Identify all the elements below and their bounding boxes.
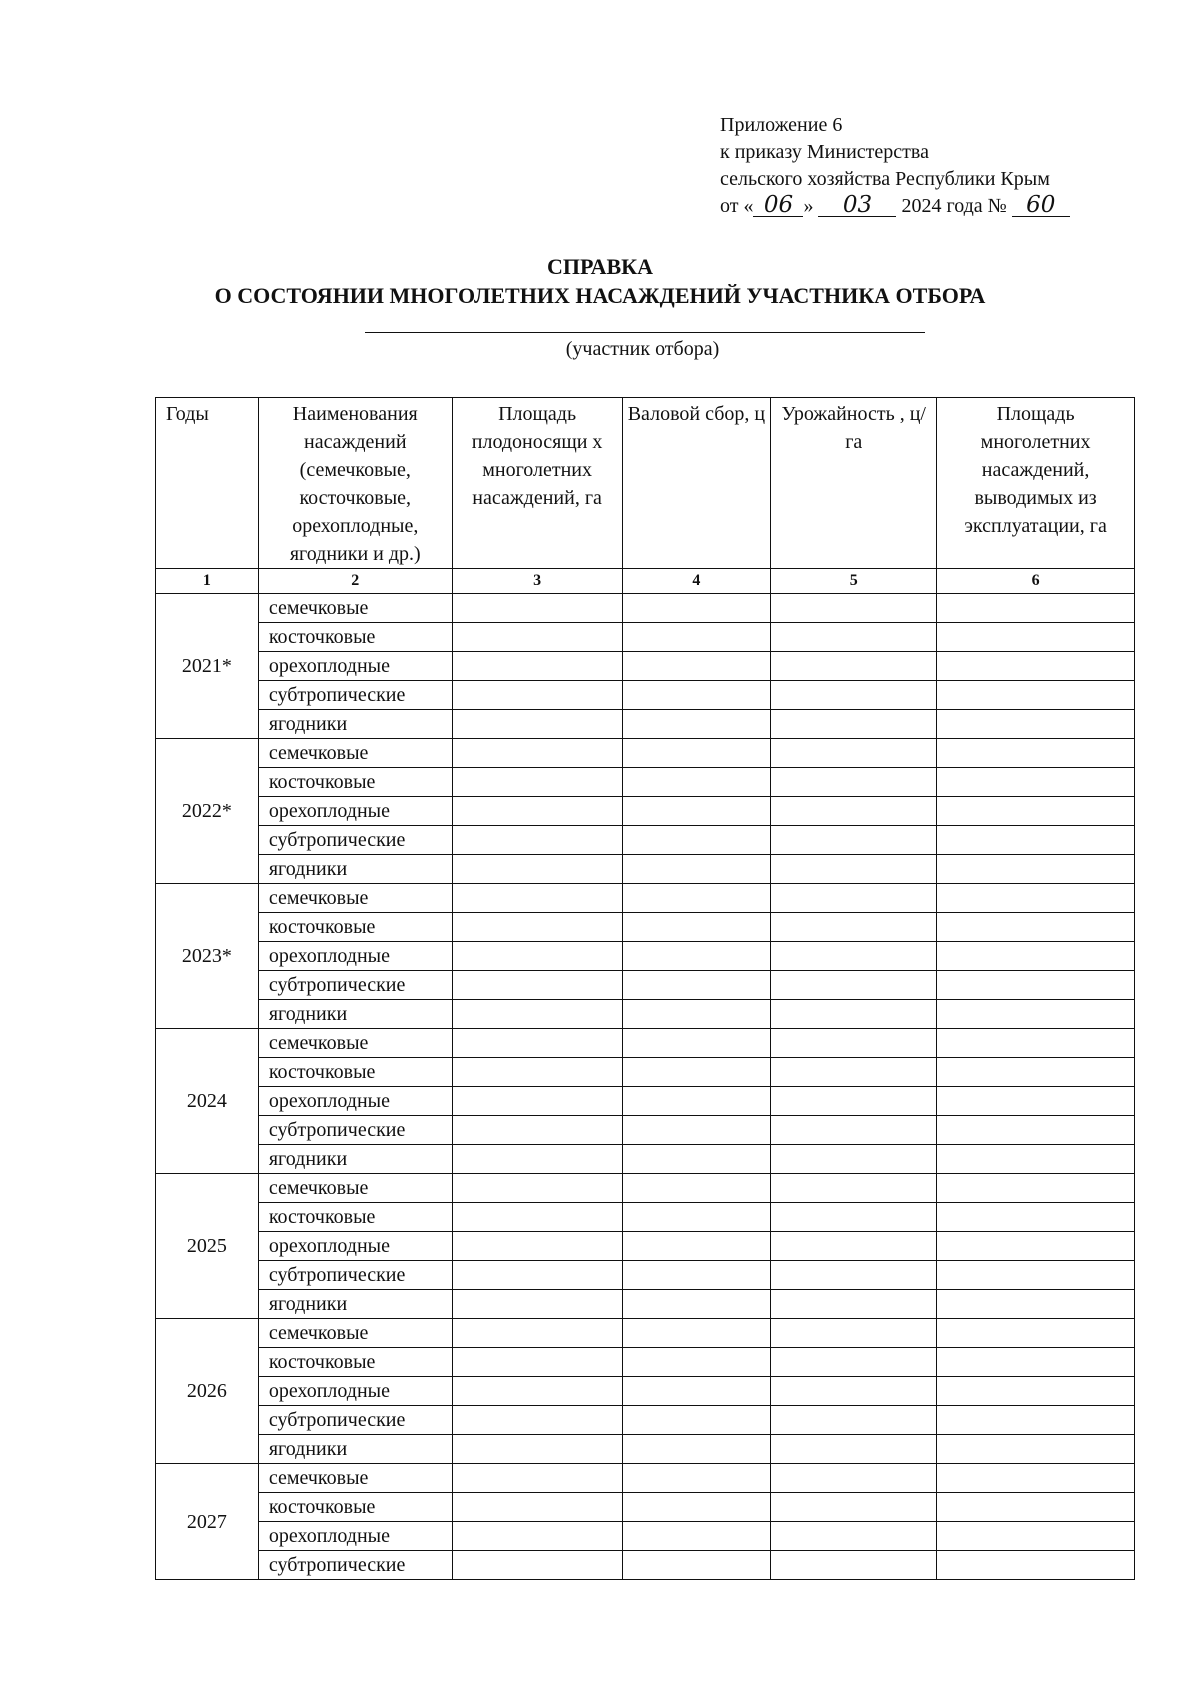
empty-value-cell[interactable]: [937, 913, 1135, 942]
empty-value-cell[interactable]: [937, 884, 1135, 913]
empty-value-cell[interactable]: [771, 1058, 937, 1087]
header-planting-names: Наименования насаждений (семечковые, косточковые, орехоплодные, ягодники и др.): [258, 398, 452, 569]
empty-value-cell[interactable]: [771, 623, 937, 652]
table-row: [156, 1203, 1135, 1232]
header-gross-yield: Валовой сбор, ц: [622, 398, 771, 569]
empty-value-cell[interactable]: [622, 1087, 771, 1116]
crop-cell: субтропические: [258, 1261, 452, 1290]
column-number: 4: [622, 569, 771, 594]
crop-cell: субтропические: [258, 971, 452, 1000]
empty-value-cell[interactable]: [452, 594, 622, 623]
empty-value-cell[interactable]: [452, 739, 622, 768]
year-cell: 2024: [156, 1029, 259, 1174]
empty-value-cell[interactable]: [771, 1174, 937, 1203]
table-row: [156, 1406, 1135, 1435]
empty-value-cell[interactable]: [937, 652, 1135, 681]
empty-value-cell[interactable]: [622, 1377, 771, 1406]
year-cell: 2027: [156, 1464, 259, 1580]
crop-cell: орехоплодные: [258, 942, 452, 971]
empty-value-cell[interactable]: [452, 1261, 622, 1290]
empty-value-cell[interactable]: [937, 1522, 1135, 1551]
empty-value-cell[interactable]: [937, 1232, 1135, 1261]
appendix-header: [720, 112, 1070, 220]
empty-value-cell[interactable]: [452, 1203, 622, 1232]
empty-value-cell[interactable]: [622, 768, 771, 797]
table-row: [156, 1116, 1135, 1145]
table-row: [156, 1261, 1135, 1290]
empty-value-cell[interactable]: [771, 1145, 937, 1174]
empty-value-cell[interactable]: [622, 826, 771, 855]
table-row: [156, 1087, 1135, 1116]
table-row: [156, 971, 1135, 1000]
participant-caption: (участник отбора): [565, 338, 720, 360]
empty-value-cell[interactable]: [937, 1290, 1135, 1319]
crop-cell: семечковые: [258, 1029, 452, 1058]
year-cell: 2021*: [156, 594, 259, 739]
empty-value-cell[interactable]: [622, 1116, 771, 1145]
crop-cell: субтропические: [258, 826, 452, 855]
crop-cell: орехоплодные: [258, 1377, 452, 1406]
year-cell: 2026: [156, 1319, 259, 1464]
table-row: [156, 1319, 1135, 1348]
empty-value-cell[interactable]: [622, 1174, 771, 1203]
empty-value-cell[interactable]: [452, 942, 622, 971]
date-prefix: от «: [720, 195, 754, 217]
empty-value-cell[interactable]: [452, 1029, 622, 1058]
table-row: [156, 1522, 1135, 1551]
empty-value-cell[interactable]: [622, 1232, 771, 1261]
crop-cell: орехоплодные: [258, 1087, 452, 1116]
year-cell: 2022*: [156, 739, 259, 884]
empty-value-cell[interactable]: [622, 1319, 771, 1348]
empty-value-cell[interactable]: [771, 884, 937, 913]
table-row: [156, 1145, 1135, 1174]
crop-cell: семечковые: [258, 884, 452, 913]
empty-value-cell[interactable]: [771, 1406, 937, 1435]
empty-value-cell[interactable]: [771, 855, 937, 884]
table-row: [156, 1435, 1135, 1464]
table-row: [156, 739, 1135, 768]
empty-value-cell[interactable]: [937, 710, 1135, 739]
header-fruiting-area: Площадь плодоносящи х многолетних насаждений, га: [452, 398, 622, 569]
crop-cell: орехоплодные: [258, 1232, 452, 1261]
empty-value-cell[interactable]: [937, 797, 1135, 826]
empty-value-cell[interactable]: [452, 913, 622, 942]
empty-value-cell[interactable]: [452, 652, 622, 681]
crop-cell: семечковые: [258, 1174, 452, 1203]
table-row: [156, 1029, 1135, 1058]
empty-value-cell[interactable]: [452, 1319, 622, 1348]
crop-cell: косточковые: [258, 1203, 452, 1232]
empty-value-cell[interactable]: [937, 971, 1135, 1000]
table-row: [156, 623, 1135, 652]
table-row: [156, 1174, 1135, 1203]
empty-value-cell[interactable]: [622, 971, 771, 1000]
table-row: [156, 652, 1135, 681]
empty-value-cell[interactable]: [771, 1261, 937, 1290]
empty-value-cell[interactable]: [452, 710, 622, 739]
crop-cell: субтропические: [258, 1406, 452, 1435]
empty-value-cell[interactable]: [452, 623, 622, 652]
empty-value-cell[interactable]: [452, 1348, 622, 1377]
empty-value-cell[interactable]: [622, 681, 771, 710]
empty-value-cell[interactable]: [937, 1319, 1135, 1348]
table-row: [156, 1290, 1135, 1319]
empty-value-cell[interactable]: [771, 768, 937, 797]
empty-value-cell[interactable]: [452, 681, 622, 710]
table-row: [156, 1232, 1135, 1261]
empty-value-cell[interactable]: [622, 1551, 771, 1580]
table-body: [156, 594, 1135, 1580]
crop-cell: орехоплодные: [258, 1522, 452, 1551]
empty-value-cell[interactable]: [771, 1116, 937, 1145]
empty-value-cell[interactable]: [452, 1058, 622, 1087]
empty-value-cell[interactable]: [622, 1522, 771, 1551]
empty-value-cell[interactable]: [452, 1435, 622, 1464]
empty-value-cell[interactable]: [937, 1203, 1135, 1232]
appendix-line: к приказу Министерства: [720, 141, 929, 163]
empty-value-cell[interactable]: [937, 739, 1135, 768]
appendix-date-line: [720, 193, 1070, 220]
empty-value-cell[interactable]: [771, 1551, 937, 1580]
empty-value-cell[interactable]: [937, 826, 1135, 855]
empty-value-cell[interactable]: [937, 855, 1135, 884]
empty-value-cell[interactable]: [937, 1348, 1135, 1377]
empty-value-cell[interactable]: [937, 1174, 1135, 1203]
empty-value-cell[interactable]: [771, 594, 937, 623]
header-years: Годы: [156, 398, 259, 569]
empty-value-cell[interactable]: [622, 1029, 771, 1058]
crop-cell: косточковые: [258, 913, 452, 942]
empty-value-cell[interactable]: [771, 1435, 937, 1464]
crop-cell: семечковые: [258, 739, 452, 768]
plantings-table: [155, 397, 1135, 1580]
empty-value-cell[interactable]: [771, 971, 937, 1000]
crop-cell: косточковые: [258, 1348, 452, 1377]
appendix-line: сельского хозяйства Республики Крым: [720, 168, 1050, 190]
column-number: 1: [156, 569, 259, 594]
crop-cell: косточковые: [258, 623, 452, 652]
table-row: [156, 768, 1135, 797]
empty-value-cell[interactable]: [622, 710, 771, 739]
table-row: [156, 942, 1135, 971]
empty-value-cell[interactable]: [452, 797, 622, 826]
crop-cell: ягодники: [258, 1145, 452, 1174]
handwritten-day: 06: [753, 194, 803, 217]
appendix-line: Приложение 6: [720, 114, 843, 136]
empty-value-cell[interactable]: [937, 942, 1135, 971]
empty-value-cell[interactable]: [937, 1000, 1135, 1029]
empty-value-cell[interactable]: [771, 1319, 937, 1348]
table-row: [156, 1377, 1135, 1406]
table-row: [156, 1000, 1135, 1029]
empty-value-cell[interactable]: [937, 623, 1135, 652]
empty-value-cell[interactable]: [452, 1377, 622, 1406]
table-row: [156, 1551, 1135, 1580]
crop-cell: субтропические: [258, 681, 452, 710]
handwritten-order-number: 60: [1012, 194, 1070, 217]
table-row: [156, 826, 1135, 855]
empty-value-cell[interactable]: [452, 855, 622, 884]
empty-value-cell[interactable]: [622, 855, 771, 884]
empty-value-cell[interactable]: [937, 1435, 1135, 1464]
empty-value-cell[interactable]: [622, 1464, 771, 1493]
empty-value-cell[interactable]: [622, 1203, 771, 1232]
empty-value-cell[interactable]: [937, 1551, 1135, 1580]
empty-value-cell[interactable]: [452, 884, 622, 913]
empty-value-cell[interactable]: [622, 884, 771, 913]
empty-value-cell[interactable]: [937, 1116, 1135, 1145]
table-row: [156, 1348, 1135, 1377]
empty-value-cell[interactable]: [771, 942, 937, 971]
empty-value-cell[interactable]: [452, 1464, 622, 1493]
empty-value-cell[interactable]: [452, 1493, 622, 1522]
header-decommissioned-area: Площадь многолетних насаждений, выводимых из эксплуатации, га: [937, 398, 1135, 569]
empty-value-cell[interactable]: [771, 1029, 937, 1058]
empty-value-cell[interactable]: [937, 1058, 1135, 1087]
empty-value-cell[interactable]: [771, 1377, 937, 1406]
empty-value-cell[interactable]: [937, 594, 1135, 623]
empty-value-cell[interactable]: [937, 1406, 1135, 1435]
header-productivity: Урожайность , ц/га: [771, 398, 937, 569]
empty-value-cell[interactable]: [771, 1290, 937, 1319]
empty-value-cell[interactable]: [622, 1145, 771, 1174]
crop-cell: семечковые: [258, 1464, 452, 1493]
empty-value-cell[interactable]: [771, 1000, 937, 1029]
empty-value-cell[interactable]: [771, 913, 937, 942]
crop-cell: косточковые: [258, 1493, 452, 1522]
table-row: [156, 681, 1135, 710]
empty-value-cell[interactable]: [771, 681, 937, 710]
empty-value-cell[interactable]: [937, 1145, 1135, 1174]
empty-value-cell[interactable]: [452, 1290, 622, 1319]
empty-value-cell[interactable]: [452, 1551, 622, 1580]
document-subtitle: О СОСТОЯНИИ МНОГОЛЕТНИХ НАСАЖДЕНИЙ УЧАСТНИКА ОТБОРА: [214, 283, 986, 308]
empty-value-cell[interactable]: [771, 652, 937, 681]
crop-cell: субтропические: [258, 1551, 452, 1580]
crop-cell: орехоплодные: [258, 652, 452, 681]
empty-value-cell[interactable]: [452, 1174, 622, 1203]
table-row: [156, 1464, 1135, 1493]
crop-cell: субтропические: [258, 1116, 452, 1145]
column-number: 2: [258, 569, 452, 594]
empty-value-cell[interactable]: [937, 681, 1135, 710]
crop-cell: косточковые: [258, 768, 452, 797]
crop-cell: косточковые: [258, 1058, 452, 1087]
empty-value-cell[interactable]: [937, 1087, 1135, 1116]
table-row: [156, 710, 1135, 739]
table-row: [156, 1058, 1135, 1087]
empty-value-cell[interactable]: [452, 1522, 622, 1551]
crop-cell: ягодники: [258, 1000, 452, 1029]
empty-value-cell[interactable]: [771, 1464, 937, 1493]
empty-value-cell[interactable]: [937, 1464, 1135, 1493]
handwritten-month: 03: [818, 194, 896, 217]
table-row: [156, 855, 1135, 884]
empty-value-cell[interactable]: [771, 1087, 937, 1116]
empty-value-cell[interactable]: [771, 710, 937, 739]
empty-value-cell[interactable]: [771, 1348, 937, 1377]
empty-value-cell[interactable]: [452, 1116, 622, 1145]
empty-value-cell[interactable]: [452, 768, 622, 797]
document-title: СПРАВКА: [546, 254, 654, 279]
empty-value-cell[interactable]: [622, 913, 771, 942]
empty-value-cell[interactable]: [622, 1290, 771, 1319]
empty-value-cell[interactable]: [937, 1261, 1135, 1290]
column-number: 3: [452, 569, 622, 594]
empty-value-cell[interactable]: [452, 1000, 622, 1029]
empty-value-cell[interactable]: [452, 1087, 622, 1116]
participant-underline: [365, 332, 925, 333]
empty-value-cell[interactable]: [452, 971, 622, 1000]
empty-value-cell[interactable]: [622, 797, 771, 826]
crop-cell: ягодники: [258, 1290, 452, 1319]
crop-cell: ягодники: [258, 710, 452, 739]
empty-value-cell[interactable]: [622, 1435, 771, 1464]
empty-value-cell[interactable]: [771, 1232, 937, 1261]
crop-cell: орехоплодные: [258, 797, 452, 826]
empty-value-cell[interactable]: [452, 1406, 622, 1435]
empty-value-cell[interactable]: [622, 1058, 771, 1087]
empty-value-cell[interactable]: [622, 1261, 771, 1290]
empty-value-cell[interactable]: [937, 1493, 1135, 1522]
column-number-row: [156, 569, 1135, 594]
empty-value-cell[interactable]: [622, 594, 771, 623]
empty-value-cell[interactable]: [622, 1406, 771, 1435]
empty-value-cell[interactable]: [622, 1348, 771, 1377]
date-year: 2024 года №: [901, 195, 1007, 217]
table-row: [156, 797, 1135, 826]
column-number: 6: [937, 569, 1135, 594]
empty-value-cell[interactable]: [937, 1029, 1135, 1058]
date-mid: »: [803, 195, 814, 217]
crop-cell: ягодники: [258, 855, 452, 884]
empty-value-cell[interactable]: [937, 1377, 1135, 1406]
year-cell: 2023*: [156, 884, 259, 1029]
empty-value-cell[interactable]: [452, 826, 622, 855]
empty-value-cell[interactable]: [771, 1522, 937, 1551]
empty-value-cell[interactable]: [771, 797, 937, 826]
empty-value-cell[interactable]: [622, 942, 771, 971]
empty-value-cell[interactable]: [622, 739, 771, 768]
table-row: [156, 1493, 1135, 1522]
empty-value-cell[interactable]: [622, 623, 771, 652]
year-cell: 2025: [156, 1174, 259, 1319]
table-header-row: [156, 398, 1135, 569]
empty-value-cell[interactable]: [622, 1493, 771, 1522]
table-row: [156, 594, 1135, 623]
crop-cell: ягодники: [258, 1435, 452, 1464]
crop-cell: семечковые: [258, 1319, 452, 1348]
empty-value-cell[interactable]: [771, 826, 937, 855]
table-row: [156, 913, 1135, 942]
empty-value-cell[interactable]: [622, 652, 771, 681]
empty-value-cell[interactable]: [937, 768, 1135, 797]
empty-value-cell[interactable]: [771, 1493, 937, 1522]
empty-value-cell[interactable]: [622, 1000, 771, 1029]
empty-value-cell[interactable]: [771, 739, 937, 768]
empty-value-cell[interactable]: [452, 1145, 622, 1174]
column-number: 5: [771, 569, 937, 594]
empty-value-cell[interactable]: [771, 1203, 937, 1232]
table-row: [156, 884, 1135, 913]
crop-cell: семечковые: [258, 594, 452, 623]
empty-value-cell[interactable]: [452, 1232, 622, 1261]
